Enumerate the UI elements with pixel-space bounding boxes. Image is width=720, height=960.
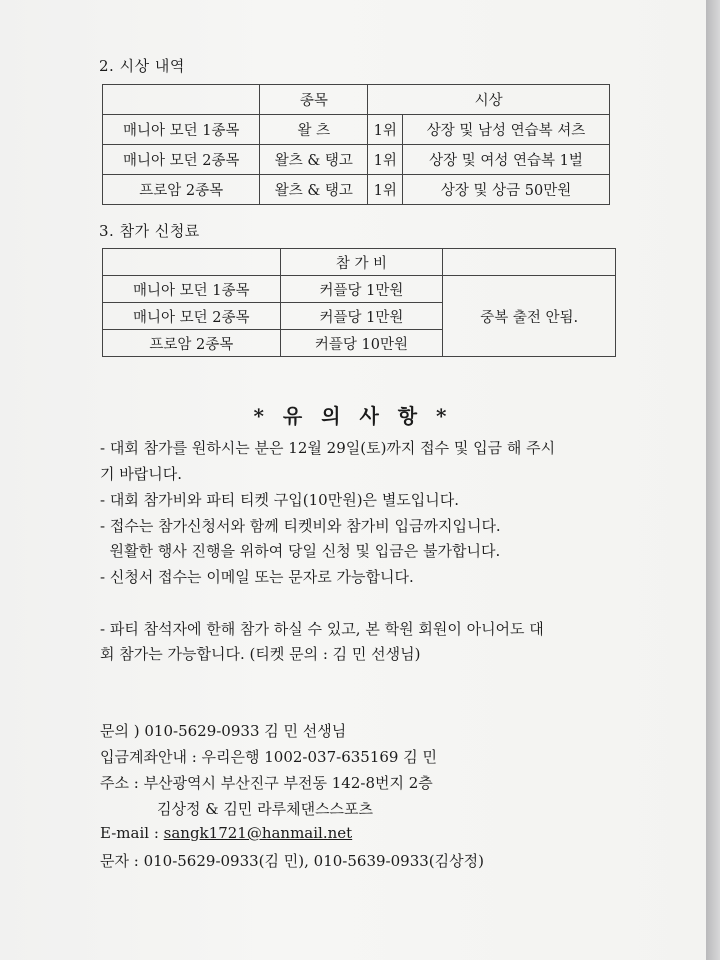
fee-cell: 커플당 1만원 [280, 303, 443, 330]
account-line: 입금계좌안내 : 우리은행 1002-037-635169 김 민 [100, 748, 437, 766]
category-cell: 매니아 모던 2종목 [103, 145, 260, 175]
email-link[interactable]: sangk1721@hanmail.net [163, 824, 353, 842]
note-cell: 중복 출전 안됨. [443, 276, 616, 357]
sms-line: 문자 : 010-5629-0933(김 민), 010-5639-0933(김상정) [100, 852, 484, 870]
section-3-title: 3. 참가 신청료 [99, 222, 200, 240]
rank-cell: 1위 [368, 115, 403, 145]
section-2-title: 2. 시상 내역 [99, 57, 185, 75]
category-cell: 매니아 모던 1종목 [103, 276, 281, 303]
inquiry-line: 문의 ) 010-5629-0933 김 민 선생님 [100, 722, 347, 740]
email-label: E-mail : [100, 824, 164, 842]
table-row [103, 175, 610, 205]
fee-table [102, 248, 616, 357]
category-cell: 매니아 모던 2종목 [103, 303, 281, 330]
header-prize: 시상 [368, 85, 610, 115]
studio-line: 김상정 & 김민 라루체댄스스포츠 [157, 800, 374, 818]
prize-cell: 상장 및 남성 연습복 셔츠 [403, 115, 610, 145]
event-cell: 왈츠 & 탱고 [260, 145, 368, 175]
notice-line: 회 참가는 가능합니다. (티켓 문의 : 김 민 선생님) [100, 645, 421, 663]
event-cell: 왈 츠 [260, 115, 368, 145]
notice-line: - 신청서 접수는 이메일 또는 문자로 가능합니다. [100, 568, 414, 586]
notice-line: - 접수는 참가신청서와 함께 티켓비와 참가비 입금까지입니다. [100, 517, 501, 535]
notice-line: - 파티 참석자에 한해 참가 하실 수 있고, 본 학원 회원이 아니어도 대 [100, 620, 544, 638]
table-row [103, 115, 610, 145]
table-row [103, 276, 616, 303]
prize-cell: 상장 및 여성 연습복 1벌 [403, 145, 610, 175]
address-line: 주소 : 부산광역시 부산진구 부전동 142-8번지 2층 [100, 774, 433, 792]
header-empty [103, 249, 281, 276]
header-event: 종목 [260, 85, 368, 115]
notice-line: 원활한 행사 진행을 위하여 당일 신청 및 입금은 불가합니다. [100, 542, 501, 560]
category-cell: 매니아 모던 1종목 [103, 115, 260, 145]
notice-line: - 대회 참가를 원하시는 분은 12월 29일(토)까지 접수 및 입금 해 주시 [100, 439, 556, 457]
event-cell: 왈츠 & 탱고 [260, 175, 368, 205]
fee-cell: 커플당 10만원 [280, 330, 443, 357]
rank-cell: 1위 [368, 175, 403, 205]
category-cell: 프로암 2종목 [103, 175, 260, 205]
category-cell: 프로암 2종목 [103, 330, 281, 357]
background-edge [706, 0, 720, 960]
header-note-empty [443, 249, 616, 276]
table-row [103, 145, 610, 175]
fee-cell: 커플당 1만원 [280, 276, 443, 303]
awards-table [102, 84, 610, 205]
header-fee: 참 가 비 [280, 249, 443, 276]
table-header-row [103, 249, 616, 276]
rank-cell: 1위 [368, 145, 403, 175]
notice-line: - 대회 참가비와 파티 티켓 구입(10만원)은 별도입니다. [100, 491, 460, 509]
prize-cell: 상장 및 상금 50만원 [403, 175, 610, 205]
email-line [100, 824, 352, 842]
header-empty [103, 85, 260, 115]
notice-title: * 유 의 사 항 * [253, 404, 453, 428]
table-header-row [103, 85, 610, 115]
notice-line: 기 바랍니다. [100, 465, 182, 483]
